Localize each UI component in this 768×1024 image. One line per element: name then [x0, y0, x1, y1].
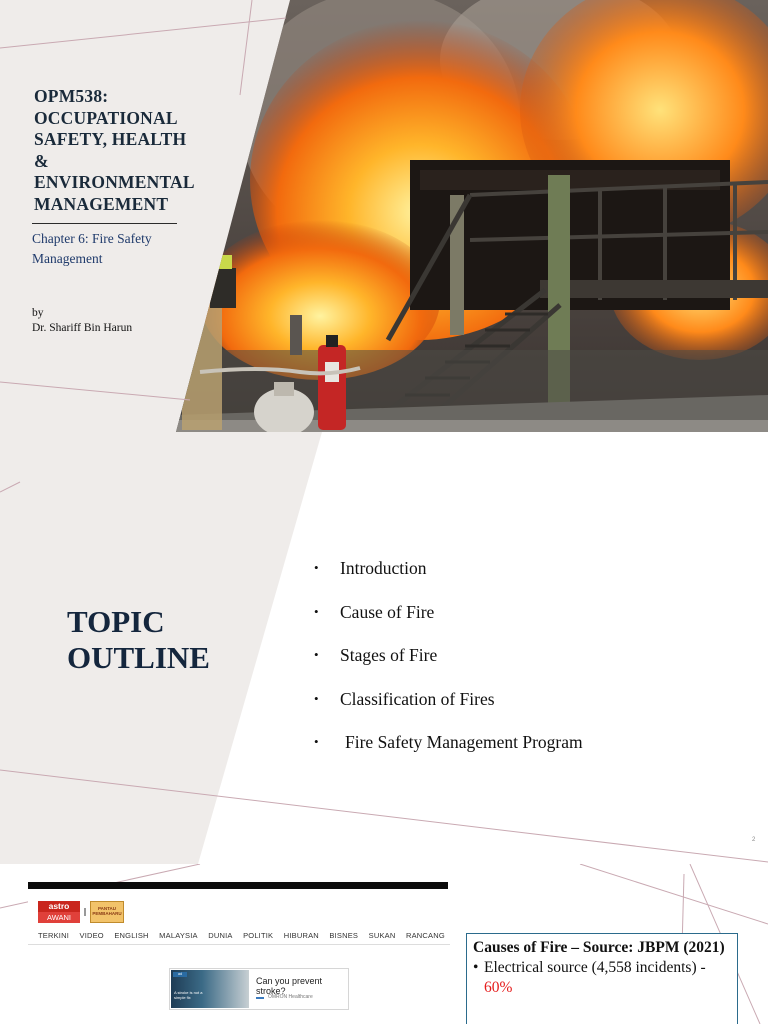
chapter-line: Management	[32, 251, 103, 266]
causes-box	[466, 933, 738, 1024]
nav-item: TERKINI	[38, 931, 69, 940]
nav-divider	[28, 944, 450, 945]
bullet-icon: •	[314, 734, 319, 749]
course-title-line: OCCUPATIONAL	[34, 107, 178, 128]
bullet-icon: •	[314, 690, 319, 706]
list-item-label: Fire Safety Management Program	[345, 732, 583, 752]
list-item	[314, 602, 583, 646]
ad-brand-mark	[256, 997, 264, 999]
ad-title: Can you prevent stroke?	[256, 976, 323, 996]
nav-item: POLITIK	[243, 931, 274, 940]
list-item-label: Cause of Fire	[340, 601, 435, 622]
bullet-icon: •	[314, 560, 319, 575]
logo-text: AWANI	[38, 912, 80, 923]
fire-photo	[0, 0, 768, 432]
logo-separator	[84, 908, 86, 916]
astro-awani-logo	[38, 901, 80, 923]
ad-banner	[169, 968, 349, 1010]
list-item	[314, 645, 583, 689]
course-title	[34, 86, 234, 215]
topic-outline-slide	[0, 432, 768, 864]
chapter-subtitle	[32, 229, 182, 269]
cause-percentage: 60%	[484, 979, 513, 996]
nav-item: DUNIA	[208, 931, 233, 940]
nav-item: MALAYSIA	[159, 931, 198, 940]
list-item	[314, 558, 583, 602]
course-title-line: OPM538:	[34, 86, 109, 106]
nav-item: SUKAN	[368, 931, 396, 940]
course-title-line: &	[34, 150, 49, 171]
author-name: Dr. Shariff Bin Harun	[32, 322, 133, 334]
title-line: TOPIC	[67, 604, 165, 639]
list-item-label: Introduction	[340, 558, 427, 578]
causes-slide	[0, 864, 768, 1024]
ad-thumbnail	[171, 970, 249, 1008]
chapter-line: Chapter 6: Fire Safety	[32, 231, 152, 246]
list-item	[314, 689, 583, 733]
topic-list	[314, 558, 583, 776]
bullet-icon: •	[473, 959, 479, 976]
course-title-line: MANAGEMENT	[34, 193, 169, 214]
news-screenshot	[28, 882, 450, 1024]
ad-brand: OMRON Healthcare	[268, 994, 313, 1000]
nav-item: HIBURAN	[283, 931, 319, 940]
bullet-icon: •	[314, 647, 319, 662]
list-item-label: Classification of Fires	[340, 688, 495, 709]
causes-title: Causes of Fire – Source: JBPM (2021)	[473, 939, 725, 956]
logo-text: astro	[38, 901, 80, 912]
nav-item: VIDEO	[79, 931, 104, 940]
title-divider	[32, 223, 177, 224]
nav-item: ENGLISH	[114, 931, 149, 940]
list-item	[314, 732, 583, 776]
course-title-line: SAFETY, HEALTH	[34, 129, 187, 149]
bullet-icon: •	[314, 603, 319, 619]
nav-item: RANCANG	[405, 931, 445, 940]
by-label: by	[32, 307, 44, 319]
news-nav	[38, 931, 455, 940]
ad-thumb-text: A stroke is not a simple fix	[174, 990, 203, 1000]
cause-text: Electrical source (4,558 incidents) -	[484, 959, 706, 976]
screenshot-top-bar	[28, 882, 448, 889]
list-item-label: Stages of Fire	[340, 645, 438, 665]
pantau-logo: PANTAU PEMBAHARU	[90, 901, 124, 923]
page-number: 2	[752, 837, 756, 843]
nav-item: BISNES	[329, 931, 359, 940]
title-slide	[0, 0, 768, 432]
title-line: OUTLINE	[67, 640, 210, 675]
course-title-line: ENVIRONMENTAL	[34, 172, 195, 192]
ad-tag: ad	[173, 972, 187, 977]
cause-item	[473, 958, 731, 998]
topic-outline-title	[67, 604, 210, 676]
